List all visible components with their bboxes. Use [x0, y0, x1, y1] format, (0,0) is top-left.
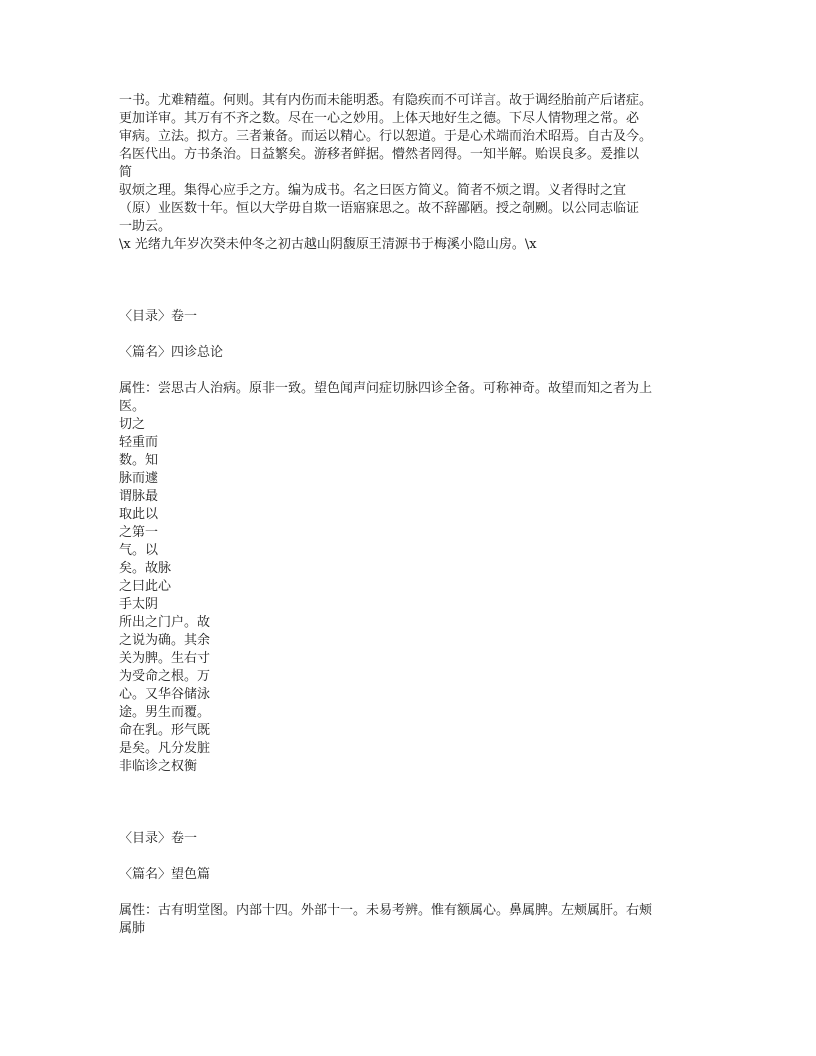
- preface-line: 一助云。: [119, 219, 172, 234]
- section-toc-label: 〈目录〉卷一: [119, 309, 198, 324]
- preface-line: 简: [119, 165, 133, 180]
- preface-line: 一书。尤难精蕴。何则。其有内伤而未能明悉。有隐疾而不可详言。故于调经胎前产后诸症。: [119, 93, 653, 108]
- text-fragment: 所出之门户。故: [119, 615, 211, 630]
- text-fragment: 之说为确。其余: [119, 633, 211, 648]
- text-fragment: 心。又华谷储泳: [119, 687, 211, 702]
- section-toc-label: 〈目录〉卷一: [119, 831, 198, 846]
- text-fragment: 命在乳。形气既: [119, 723, 211, 738]
- section-observe-color: [119, 830, 701, 938]
- preface-line: 名医代出。方书条治。日益繁矣。游移者鲜据。懵然者罔得。一知半解。贻误良多。爰推以: [119, 147, 640, 162]
- preface-line: 审病。立法。拟方。三者兼备。而运以精心。行以恕道。于是心术端而治术昭焉。自古及今。: [119, 129, 653, 144]
- text-fragment: 是矣。凡分发脏: [119, 741, 211, 756]
- section-title: 〈篇名〉望色篇: [119, 867, 211, 882]
- attribute-line: 医。: [119, 399, 146, 414]
- attribute-line: 属肺: [119, 921, 146, 936]
- preface-signature: \x 光绪九年岁次癸未仲冬之初古越山阴馥原王清源书于梅溪小隐山房。\x: [119, 237, 537, 252]
- text-fragment: 之曰此心: [119, 579, 172, 594]
- text-fragment: 气。以: [119, 543, 159, 558]
- text-fragment: 之第一: [119, 525, 159, 540]
- text-fragment: 轻重而: [119, 435, 159, 450]
- text-fragment: 谓脉最: [119, 489, 159, 504]
- text-fragment: 途。男生而覆。: [119, 705, 211, 720]
- preface-line: 驭烦之理。集得心应手之方。编为成书。名之曰医方简义。简者不烦之谓。义者得时之宜: [119, 183, 627, 198]
- text-fragment: 关为脾。生右寸: [119, 651, 211, 666]
- text-fragment: 非临诊之权衡: [119, 759, 198, 774]
- text-fragment: 切之: [119, 417, 146, 432]
- preface-block: [119, 92, 701, 254]
- attribute-line: 属性：尝思古人治病。原非一致。望色闻声问症切脉四诊全备。可称神奇。故望而知之者为上: [119, 381, 653, 396]
- text-fragment: 取此以: [119, 507, 159, 522]
- attribute-line: 属性：古有明堂图。内部十四。外部十一。未易考辨。惟有额属心。鼻属脾。左颊属肝。右颊: [119, 903, 653, 918]
- text-fragment: 手太阴: [119, 597, 159, 612]
- text-fragment: 为受命之根。万: [119, 669, 211, 684]
- document-page: [119, 92, 701, 938]
- text-fragment: 矣。故脉: [119, 561, 172, 576]
- text-fragment: 脉而遽: [119, 471, 159, 486]
- preface-line: （原）业医数十年。恒以大学毋自欺一语寤寐思之。故不辞鄙陋。授之剞劂。以公同志临证: [119, 201, 640, 216]
- section-title: 〈篇名〉四诊总论: [119, 345, 224, 360]
- preface-line: 更加详审。其万有不齐之数。尽在一心之妙用。上体天地好生之德。下尽人情物理之常。必: [119, 111, 640, 126]
- text-fragment: 数。知: [119, 453, 159, 468]
- section-four-diagnoses: [119, 308, 701, 776]
